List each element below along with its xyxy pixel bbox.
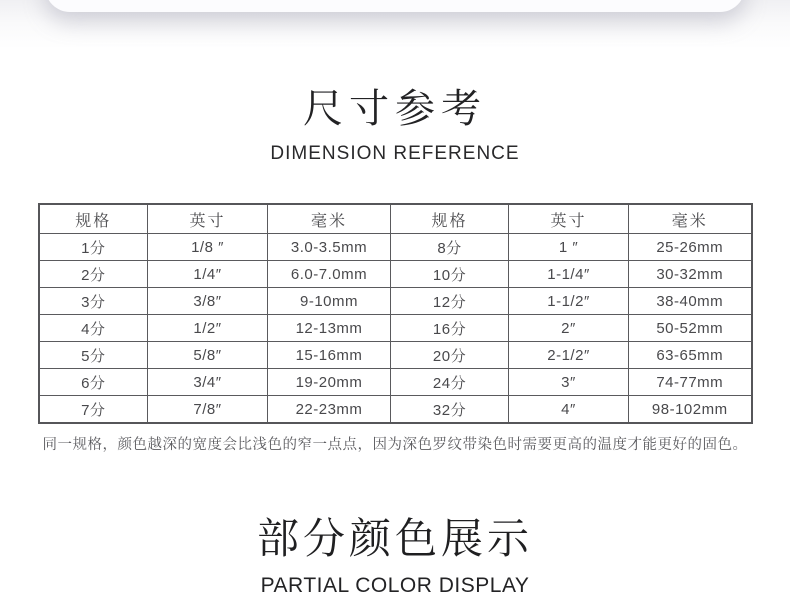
table-row [39, 369, 752, 396]
table-cell: 12-13mm [268, 315, 391, 342]
table-cell: 15-16mm [268, 342, 391, 369]
table-header-cell: 毫米 [268, 204, 391, 234]
table-header-cell: 英寸 [148, 204, 268, 234]
table-header-cell: 规格 [39, 204, 148, 234]
table-cell: 74-77mm [629, 369, 752, 396]
dimension-table-body [39, 234, 752, 424]
table-row [39, 315, 752, 342]
table-cell: 1 ″ [509, 234, 629, 261]
table-cell: 6分 [39, 369, 148, 396]
table-cell: 1/2″ [148, 315, 268, 342]
table-header-cell: 规格 [391, 204, 509, 234]
table-cell: 12分 [391, 288, 509, 315]
table-cell: 4分 [39, 315, 148, 342]
table-cell: 8分 [391, 234, 509, 261]
table-cell: 16分 [391, 315, 509, 342]
table-cell: 7/8″ [148, 396, 268, 424]
table-cell: 1分 [39, 234, 148, 261]
dimension-table [38, 203, 753, 424]
section-subtitle-partial-color-display: PARTIAL COLOR DISPLAY [260, 574, 530, 597]
table-cell: 2分 [39, 261, 148, 288]
table-cell: 2″ [509, 315, 629, 342]
table-cell: 25-26mm [629, 234, 752, 261]
color-depth-note: 同一规格，颜色越深的宽度会比浅色的窄一点点，因为深色罗纹带染色时需要更高的温度才能更好的固色。 [42, 437, 748, 453]
table-row [39, 261, 752, 288]
table-row [39, 396, 752, 424]
table-cell: 2-1/2″ [509, 342, 629, 369]
table-cell: 98-102mm [629, 396, 752, 424]
table-header-row [39, 204, 752, 234]
section-title-dimension-reference: 尺寸参考 [303, 87, 487, 131]
table-cell: 7分 [39, 396, 148, 424]
table-cell: 5分 [39, 342, 148, 369]
table-cell: 6.0-7.0mm [268, 261, 391, 288]
table-cell: 1/8 ″ [148, 234, 268, 261]
table-cell: 4″ [509, 396, 629, 424]
table-cell: 3.0-3.5mm [268, 234, 391, 261]
table-cell: 19-20mm [268, 369, 391, 396]
table-header-cell: 毫米 [629, 204, 752, 234]
table-cell: 1-1/4″ [509, 261, 629, 288]
table-cell: 20分 [391, 342, 509, 369]
table-cell: 10分 [391, 261, 509, 288]
table-cell: 3/4″ [148, 369, 268, 396]
table-cell: 24分 [391, 369, 509, 396]
table-cell: 32分 [391, 396, 509, 424]
table-row [39, 342, 752, 369]
section-title-partial-color-display: 部分颜色展示 [256, 515, 533, 562]
table-row [39, 288, 752, 315]
table-cell: 3分 [39, 288, 148, 315]
table-cell: 63-65mm [629, 342, 752, 369]
table-cell: 30-32mm [629, 261, 752, 288]
table-header-cell: 英寸 [509, 204, 629, 234]
table-cell: 38-40mm [629, 288, 752, 315]
table-cell: 3/8″ [148, 288, 268, 315]
section-subtitle-dimension-reference: DIMENSION REFERENCE [270, 143, 520, 164]
table-cell: 22-23mm [268, 396, 391, 424]
table-cell: 1-1/2″ [509, 288, 629, 315]
table-cell: 1/4″ [148, 261, 268, 288]
table-cell: 9-10mm [268, 288, 391, 315]
table-cell: 5/8″ [148, 342, 268, 369]
table-row [39, 234, 752, 261]
table-cell: 3″ [509, 369, 629, 396]
table-cell: 50-52mm [629, 315, 752, 342]
